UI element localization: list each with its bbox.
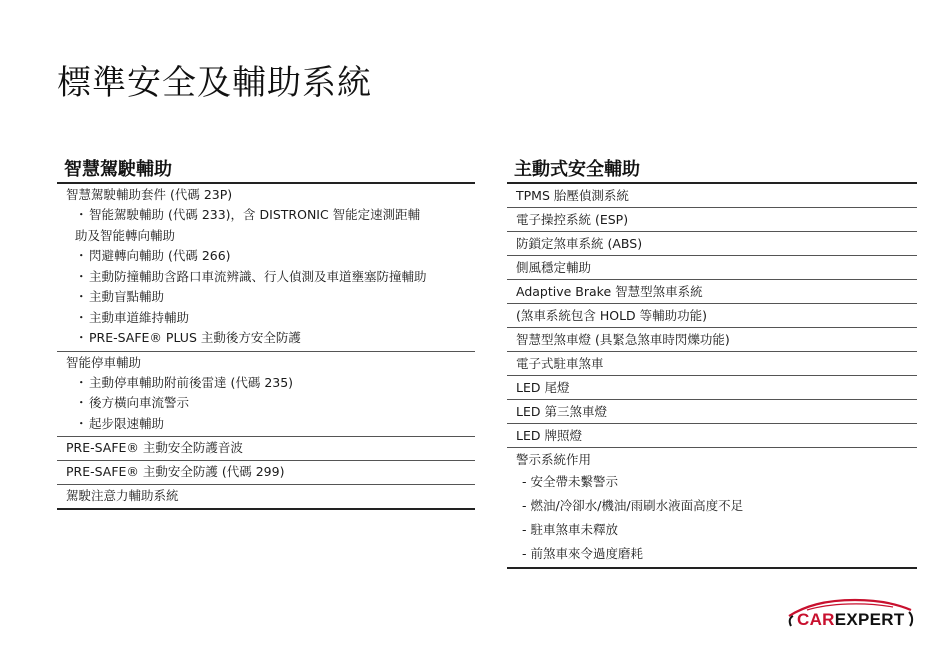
list-item: PRE-SAFE® 主動安全防護 (代碼 299) xyxy=(57,461,475,485)
sub-item-continuation: 助及智能轉向輔助 xyxy=(75,227,176,243)
bullet-icon: ・ xyxy=(75,268,88,284)
sub-item: ・閃避轉向輔助 (代碼 266) xyxy=(66,246,475,267)
sub-item: - 前煞車來令過度磨耗 xyxy=(522,546,643,561)
active-safety-section xyxy=(507,158,917,569)
sub-item: ・主動盲點輔助 xyxy=(66,287,475,308)
sub-item: - 安全帶未繫警示 xyxy=(522,474,618,489)
list-item: (煞車系統包含 HOLD 等輔助功能) xyxy=(507,304,917,328)
row-title: 智能停車輔助 xyxy=(66,354,142,370)
logo-wordmark: CAREXPERT xyxy=(797,610,905,629)
list-item: Adaptive Brake 智慧型煞車系統 xyxy=(507,280,917,304)
bullet-icon: ・ xyxy=(75,330,88,345)
list-item: 智慧型煞車燈 (具緊急煞車時閃爍功能) xyxy=(507,328,917,352)
list-item: 駕駛注意力輔助系統 xyxy=(57,485,475,510)
bullet-icon: ・ xyxy=(75,395,88,410)
section-heading-active-safety: 主動式安全輔助 xyxy=(507,158,917,184)
sub-item: ・後方橫向車流警示 xyxy=(66,393,475,414)
list-item: LED 牌照燈 xyxy=(507,424,917,448)
row-title: 智慧駕駛輔助套件 (代碼 23P) xyxy=(66,187,233,202)
list-item: TPMS 胎壓偵測系統 xyxy=(507,184,917,208)
bullet-icon: ・ xyxy=(75,289,88,304)
list-item: 側風穩定輔助 xyxy=(507,256,917,280)
list-item: 防鎖定煞車系統 (ABS) xyxy=(507,232,917,256)
sub-item: ・智能駕駛輔助 (代碼 233)，含 DISTRONIC 智能定速測距輔 xyxy=(66,205,475,226)
page-title: 標準安全及輔助系統 xyxy=(57,63,372,103)
list-item: PRE-SAFE® 主動安全防護音波 xyxy=(57,437,475,461)
sub-item: - 燃油/冷卻水/機油/雨刷水液面高度不足 xyxy=(522,498,744,513)
sub-item: ・主動停車輔助附前後雷達 (代碼 235) xyxy=(66,373,475,394)
bullet-icon: ・ xyxy=(75,207,88,222)
section-heading-driving-assist: 智慧駕駛輔助 xyxy=(57,158,475,184)
sub-item: - 駐車煞車未釋放 xyxy=(522,522,618,537)
bullet-icon: ・ xyxy=(75,309,88,325)
list-item xyxy=(57,352,475,438)
bullet-icon: ・ xyxy=(75,374,88,390)
carexpert-logo xyxy=(785,598,915,632)
list-item xyxy=(57,184,475,352)
sub-item: ・PRE-SAFE® PLUS 主動後方安全防護 xyxy=(66,328,475,349)
warning-system-block xyxy=(507,448,917,569)
list-item: LED 第三煞車燈 xyxy=(507,400,917,424)
row-title: 警示系統作用 xyxy=(516,452,592,467)
sub-item: ・主動防撞輔助含路口車流辨識、行人偵測及車道壅塞防撞輔助 xyxy=(66,267,475,288)
list-item: LED 尾燈 xyxy=(507,376,917,400)
list-item: 電子式駐車煞車 xyxy=(507,352,917,376)
driving-assist-section xyxy=(57,158,475,510)
bullet-icon: ・ xyxy=(75,248,88,263)
sub-item: ・起步限速輔助 xyxy=(66,414,475,435)
sub-item: ・主動車道維持輔助 xyxy=(66,308,475,329)
bullet-icon: ・ xyxy=(75,415,88,431)
list-item: 電子操控系統 (ESP) xyxy=(507,208,917,232)
